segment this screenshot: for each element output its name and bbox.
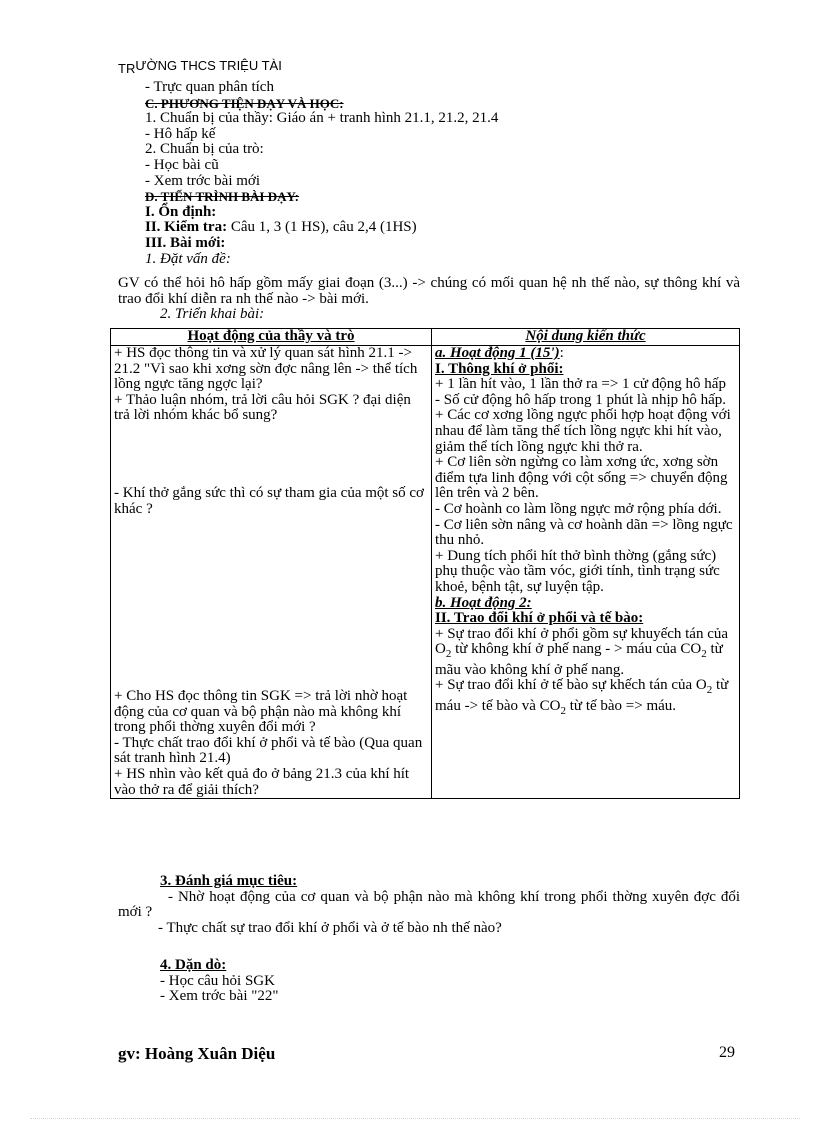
step-2-line [145,220,745,236]
table-row [111,346,740,799]
lesson-preamble [145,80,745,267]
content-item: - Cơ liên sờn nâng và cơ hoành dãn => lồng ngực thu nhỏ. [435,516,733,549]
table-header-row [111,329,740,346]
content-item: - Cơ hoành co làm lồng ngực mở rộng phía dới. [435,500,722,517]
problem-paragraph: GV có thể hỏi hô hấp gồm mấy giai đoạn (3...) -> chúng có mối quan hệ nh thế nào, sự thông khí và trao đổi khí diễn ra nh thế nào -> bài mới. [118,275,740,307]
header-prefix: TR [118,61,136,76]
homework-item-2: - Xem trớc bài "22" [160,988,279,1005]
homework-item-1: - Học câu hỏi SGK [160,972,275,989]
content-cell [432,346,740,799]
lesson-deploy-heading: 2. Triển khai bài: [160,306,265,322]
activity-item: + Cho HS đọc thông tin SGK => trả lời nhờ hoạt động của cơ quan và bộ phận nào mà không khí trong phổi thờng xuyên đổi mới ? [114,688,408,736]
student-prep-line: 2. Chuẩn bị của trò: [145,141,264,158]
teacher-name: gv: Hoàng Xuân Diệu [118,1044,276,1063]
lesson-table [110,328,740,799]
header-content: Nội dung kiến thức [432,329,740,346]
content-item: + Cơ liên sờn ngừng co làm xơng ức, xơng sờn điểm tựa linh động với cột sống => chuyển động lên trên và 2 bên. [435,454,728,502]
section-gas-exchange-heading: II. Trao đổi khí ở phổi và tế bào: [435,610,644,627]
content-item: + Dung tích phổi hít thở bình thờng (gắng sức) phụ thuộc vào tầm vóc, giới tính, tình trạng sức khoẻ, bệnh tật, sự luyện tập. [435,547,720,595]
section-ventilation-heading: I. Thông khí ở phổi: [435,360,564,377]
header-activities: Hoạt động của thầy và trò [111,329,432,346]
activity-1-heading: a. Hoạt động 1 (15'): [435,345,564,361]
activity-2-heading: b. Hoạt động 2: [435,594,532,611]
page-bottom-border [30,1118,800,1119]
assessment-question-2: - Thực chất sự trao đổi khí ở phổi và ở tế bào nh thế nào? [158,919,502,936]
activity-item: + HS nhìn vào kết quả đo ở bảng 21.3 của khí hít vào thở ra để giải thích? [114,766,410,798]
activity-item: - Thực chất trao đổi khí ở phổi và tế bào (Qua quan sát tranh hình 21.4) [114,734,423,767]
activity-item: - Khí thở gắng sức thì có sự tham gia của một số cơ khác ? [114,485,424,517]
page-number: 29 [719,1044,735,1061]
section-d-heading: D. TIẾN TRÌNH BÀI DẠY: [145,189,299,205]
school-header [118,58,282,76]
activity-item: + HS đọc thông tin và xử lý quan sát hình 21.1 -> 21.2 "Vì sao khi xơng sờn đợc nâng lên -> thể tích lồng ngực tăng ngợc lại? [114,345,418,393]
homework-section [160,958,278,1005]
assessment-section [118,874,740,936]
method-line: - Trực quan phân tích [145,79,274,95]
teacher-prep-line: 1. Chuẩn bị của thầy: Giáo án + tranh hình 21.1, 21.2, 21.4 [145,110,499,127]
activity-item: + Thảo luận nhóm, trả lời câu hỏi SGK ? đại diện trả lời nhóm khác bổ sung? [114,391,411,424]
step-1-heading: I. Ổn định: [145,203,217,220]
content-item: - Số cử động hô hấp trong 1 phút là nhịp hô hấp. [435,391,727,408]
step-2-text: Câu 1, 3 (1 HS), câu 2,4 (1HS) [227,219,417,236]
step-2-heading: II. Kiểm tra: [145,219,228,236]
activities-cell [111,346,432,799]
content-item: + Các cơ xơng lồng ngực phối hợp hoạt động với nhau để làm tăng thể tích lồng ngực khi hít vào, giảm thể tích lồng ngực khi thở ra. [435,407,731,455]
problem-heading: 1. Đặt vấn đề: [145,250,231,267]
header-school-name: ƯỜNG THCS TRIỆU TÀI [135,58,282,73]
assessment-question-1: - Nhờ hoạt động của cơ quan và bộ phận nào mà không khí trong phổi thờng xuyên đợc đổi mới ? [118,888,740,921]
content-item: + Sự trao đổi khí ở phổi gồm sự khuyếch tán của $O_2$ từ không khí ở phế nang - > máu của $CO_2$ từ mãu vào không khí ở phế nang. [435,625,729,678]
student-prep-item-2: - Xem trớc bài mới [145,172,260,189]
student-prep-item-1: - Học bài cũ [145,156,219,173]
assessment-heading: 3. Đánh giá mục tiêu: [160,873,298,889]
step-3-heading: III. Bài mới: [145,234,226,251]
content-item: + Sự trao đổi khí ở tế bào sự khếch tán của $O_2$ từ máu -> tế bào và $CO_2$ từ tế bào => máu. [435,677,729,718]
homework-heading: 4. Dặn dò: [160,957,227,973]
section-c-heading: C. PHƯƠNG TIỆN DẠY VÀ HỌC: [145,95,344,111]
content-item: + 1 lần hít vào, 1 lần thở ra => 1 cử động hô hấp [435,376,726,393]
teacher-prep-item: - Hô hấp kế [145,125,216,142]
